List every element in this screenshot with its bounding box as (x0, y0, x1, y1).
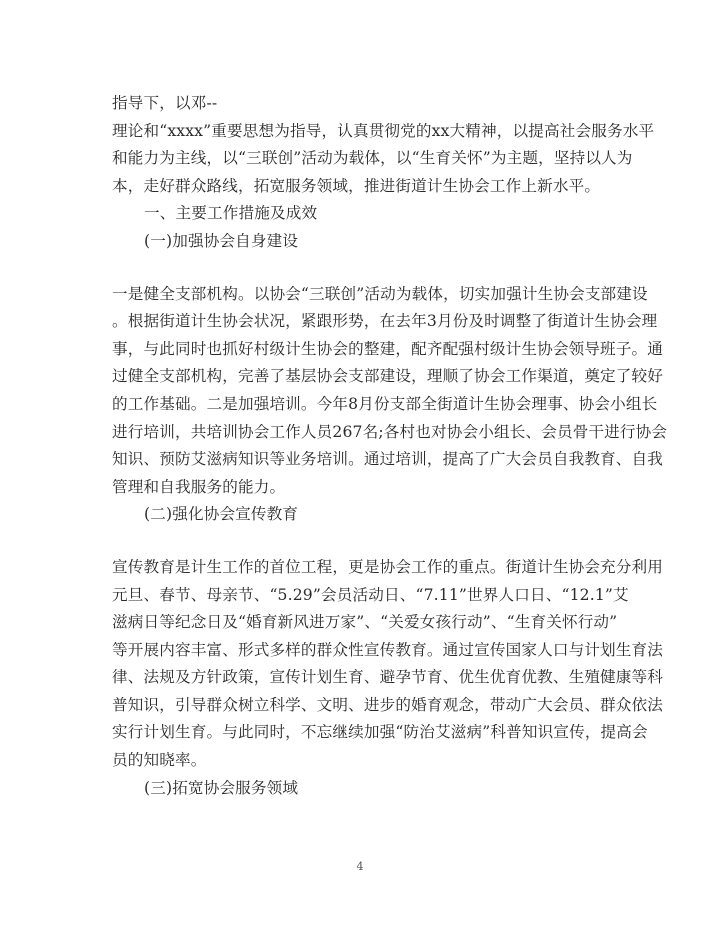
intro-line-3: 和能力为主线，以“三联创”活动为载体，以“生育关怀”为主题，坚持以人为 (112, 149, 633, 168)
paragraph-2-line: 员的知晓率。 (112, 751, 207, 770)
paragraph-2-line: 普知识，引导群众树立科学、文明、进步的婚育观念，带动广大会员、群众依法 (112, 695, 664, 714)
paragraph-2-line: 等开展内容丰富、形式多样的群众性宣传教育。通过宣传国家人口与计划生育法 (112, 640, 664, 659)
paragraph-1-line: 进行培训，共培训协会工作人员267名;各村也对协会小组长、会员骨干进行协会 (112, 422, 668, 441)
paragraph-1-line: 管理和自我服务的能力。 (112, 477, 286, 496)
page-number: 4 (356, 860, 364, 873)
document-body (112, 90, 668, 802)
intro-line-1: 指导下，以邓-- (112, 94, 218, 112)
paragraph-1-line: 过健全支部机构，完善了基层协会支部建设，理顺了协会工作渠道，奠定了较好 (112, 367, 664, 386)
subsection-heading-1: (一)加强协会自身建设 (144, 231, 299, 250)
intro-line-2: 理论和“xxxx”重要思想为指导，认真贯彻党的xx大精神，以提高社会服务水平 (112, 121, 655, 140)
paragraph-gap (112, 529, 604, 554)
paragraph-1-line: 知识、预防艾滋病知识等业务培训。通过培训，提高了广大会员自我教育、自我 (112, 450, 664, 469)
section-heading-1: 一、主要工作措施及成效 (144, 204, 318, 223)
paragraph-2-line: 宣传教育是计生工作的首位工程，更是协会工作的重点。街道计生协会充分利用 (112, 557, 664, 576)
paragraph-1-line: 事，与此同时也抓好村级计生协会的整建，配齐配强村级计生协会领导班子。通 (112, 339, 664, 358)
paragraph-1-line: 一是健全支部机构。以协会“三联创”活动为载体，切实加强计生协会支部建设 (112, 284, 648, 303)
paragraph-2-line: 滋病日等纪念日及“婚育新风进万家”、“关爱女孩行动”、“生育关怀行动” (112, 613, 618, 632)
subsection-heading-2: (二)强化协会宣传教育 (144, 505, 299, 524)
paragraph-2-line: 实行计划生育。与此同时，不忘继续加强“防治艾滋病”科普知识宣传，提高会 (112, 723, 648, 742)
paragraph-2-line: 律、法规及方针政策，宣传计划生育、避孕节育、优生优育优教、生殖健康等科 (112, 668, 664, 687)
paragraph-1-line: 。根据街道计生协会状况，紧跟形势，在去年3月份及时调整了街道计生协会理 (112, 312, 658, 331)
paragraph-1-line: 的工作基础。二是加强培训。今年8月份支部全街道计生协会理事、协会小组长 (112, 394, 658, 413)
paragraph-2-line: 元旦、春节、母亲节、“5.29”会员活动日、“7.11”世界人口日、“12.1”艾 (112, 585, 629, 604)
paragraph-gap (112, 256, 604, 281)
subsection-heading-3: (三)拓宽协会服务领域 (144, 778, 299, 797)
intro-line-4: 本，走好群众路线，拓宽服务领域，推进街道计生协会工作上新水平。 (112, 176, 601, 195)
